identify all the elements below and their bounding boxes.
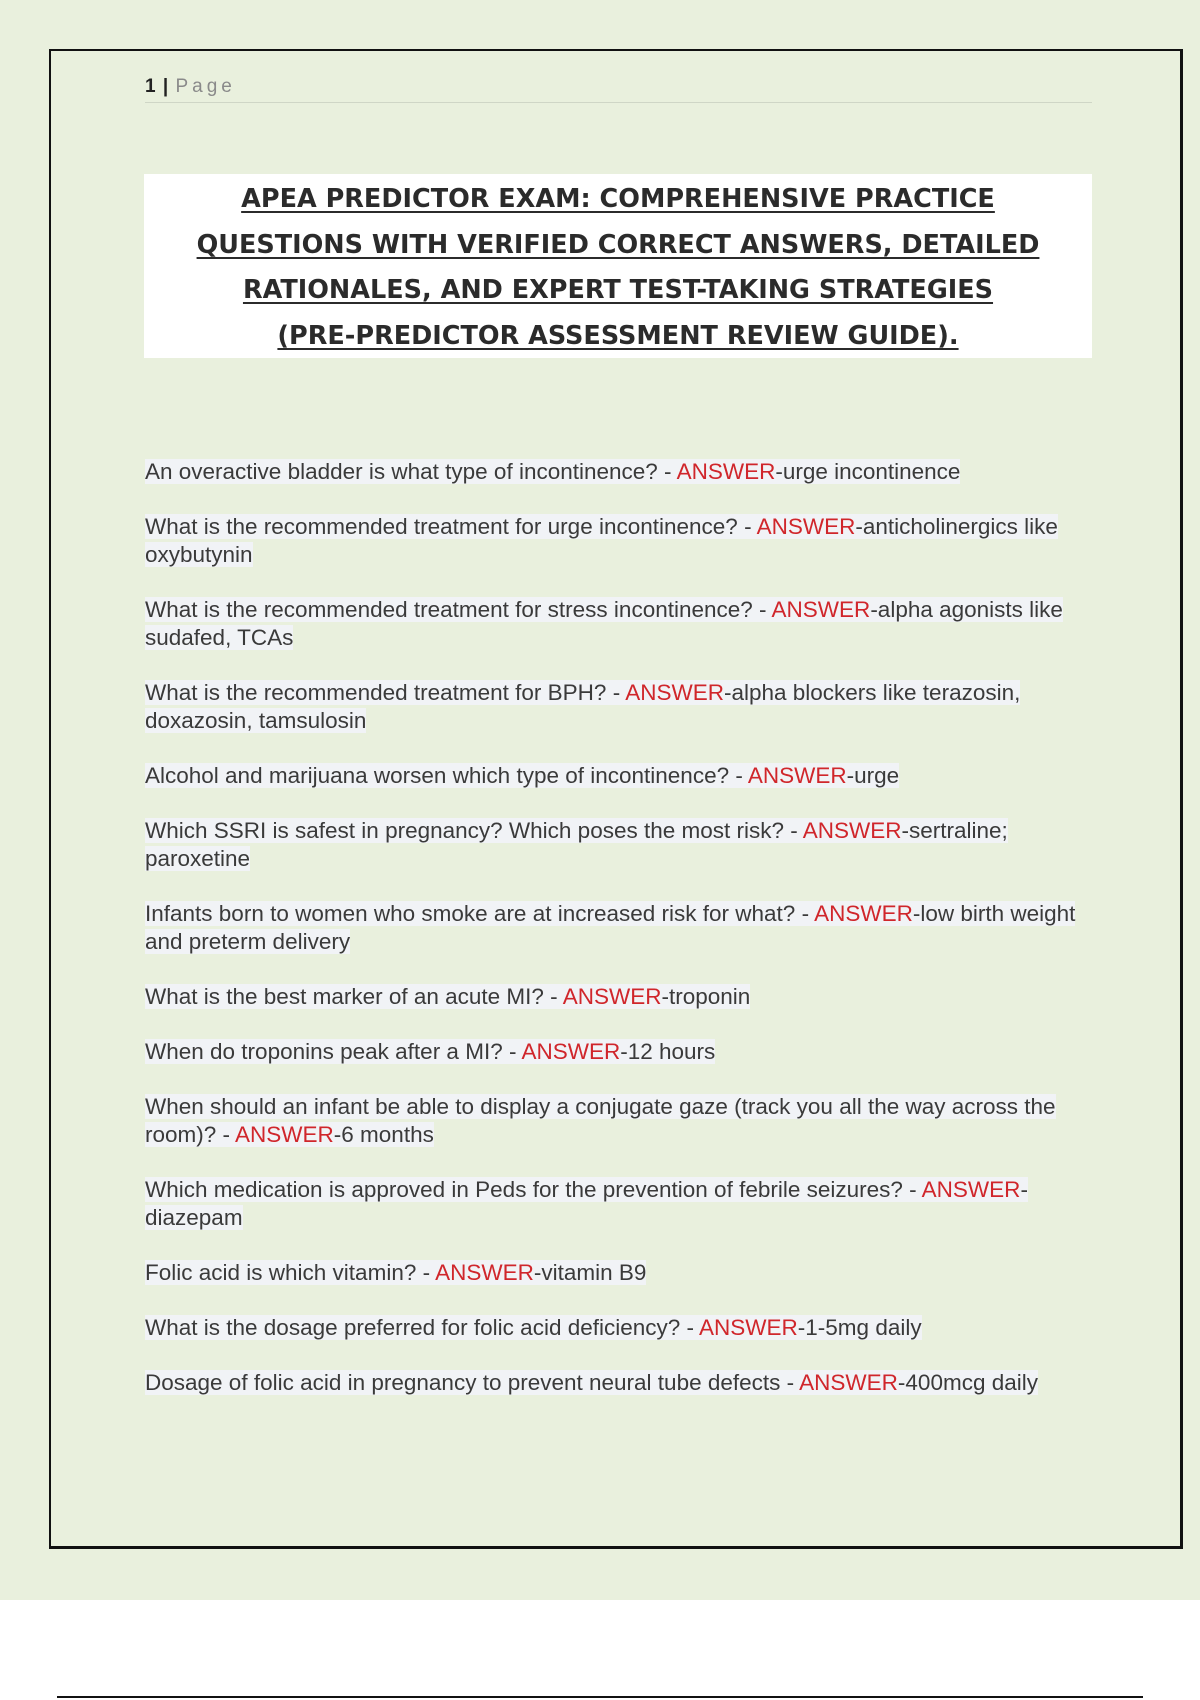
answer-text: -12 hours: [620, 1039, 716, 1064]
page-number: 1: [145, 76, 156, 97]
question-text: What is the best marker of an acute MI? -: [145, 984, 563, 1009]
qa-item: [145, 513, 1095, 569]
question-text: An overactive bladder is what type of incontinence? -: [145, 459, 677, 484]
answer-keyword: ANSWER: [699, 1315, 798, 1340]
qa-item: [145, 1176, 1095, 1232]
question-text: Which SSRI is safest in pregnancy? Which poses the most risk? -: [145, 818, 803, 843]
answer-keyword: ANSWER: [676, 459, 776, 484]
answer-keyword: ANSWER: [747, 763, 847, 788]
question-text: What is the dosage preferred for folic acid deficiency? -: [145, 1315, 700, 1340]
question-text: What is the recommended treatment for stress incontinence? -: [145, 597, 772, 622]
page-header: [145, 74, 1092, 103]
qa-item: [145, 458, 1095, 486]
qa-item: [145, 762, 1095, 790]
answer-text: -6 months: [333, 1122, 434, 1147]
answer-keyword: ANSWER: [814, 901, 913, 926]
answer-text: -troponin: [661, 984, 751, 1009]
question-text: Infants born to women who smoke are at increased risk for what? -: [145, 901, 815, 926]
title-line: APEA PREDICTOR EXAM: COMPREHENSIVE PRACTICE: [241, 184, 995, 214]
qa-item: [145, 1093, 1095, 1149]
question-text: What is the recommended treatment for BPH? -: [145, 680, 626, 705]
answer-keyword: ANSWER: [435, 1260, 534, 1285]
qa-item: [145, 1038, 1095, 1066]
question-text: Folic acid is which vitamin? -: [145, 1260, 436, 1285]
question-text: When should an infant be able to display a conjugate gaze (track you all the way across the room)? -: [145, 1094, 1056, 1147]
answer-text: -anticholinergics like oxybutynin: [145, 514, 1058, 567]
answer-text: -sertraline; paroxetine: [145, 818, 1008, 871]
answer-text: -vitamin B9: [533, 1260, 647, 1285]
question-text: Which medication is approved in Peds for the prevention of febrile seizures? -: [145, 1177, 922, 1202]
answer-text: -400mcg daily: [897, 1370, 1038, 1395]
title-line: QUESTIONS WITH VERIFIED CORRECT ANSWERS, DETAILED: [196, 229, 1040, 260]
qa-item: [145, 983, 1095, 1011]
page-separator: |: [162, 76, 169, 97]
question-text: What is the recommended treatment for urge incontinence? -: [145, 514, 757, 539]
answer-keyword: ANSWER: [921, 1177, 1021, 1202]
document-title: [144, 174, 1092, 358]
qa-item: [145, 1259, 1095, 1287]
qa-item: [145, 817, 1095, 873]
answer-text: -alpha blockers like terazosin, doxazosin, tamsulosin: [145, 680, 1021, 733]
answer-text: -low birth weight and preterm delivery: [145, 901, 1076, 954]
page-word: Page: [175, 76, 236, 97]
answer-keyword: ANSWER: [521, 1039, 621, 1064]
answer-keyword: ANSWER: [771, 597, 871, 622]
answer-keyword: ANSWER: [562, 984, 662, 1009]
title-line: RATIONALES, AND EXPERT TEST-TAKING STRATEGIES: [242, 275, 994, 305]
question-text: When do troponins peak after a MI? -: [145, 1039, 522, 1064]
qa-item: [145, 679, 1095, 735]
answer-text: -diazepam: [145, 1177, 1028, 1230]
answer-keyword: ANSWER: [625, 680, 724, 705]
question-text: Dosage of folic acid in pregnancy to prevent neural tube defects -: [145, 1370, 800, 1395]
qa-item: [145, 1369, 1095, 1397]
answer-keyword: ANSWER: [235, 1122, 334, 1147]
answer-text: -urge: [846, 763, 900, 788]
bottom-divider: [57, 1696, 1143, 1698]
answer-text: -1-5mg daily: [797, 1315, 922, 1340]
answer-keyword: ANSWER: [799, 1370, 898, 1395]
qa-item: [145, 900, 1095, 956]
answer-text: -alpha agonists like sudafed, TCAs: [145, 597, 1063, 650]
qa-list: [145, 458, 1095, 1424]
title-line: (PRE-PREDICTOR ASSESSMENT REVIEW GUIDE).: [277, 320, 959, 351]
question-text: Alcohol and marijuana worsen which type of incontinence? -: [145, 763, 748, 788]
qa-item: [145, 596, 1095, 652]
qa-item: [145, 1314, 1095, 1342]
answer-text: -urge incontinence: [775, 459, 961, 484]
answer-keyword: ANSWER: [802, 818, 902, 843]
answer-keyword: ANSWER: [756, 514, 856, 539]
